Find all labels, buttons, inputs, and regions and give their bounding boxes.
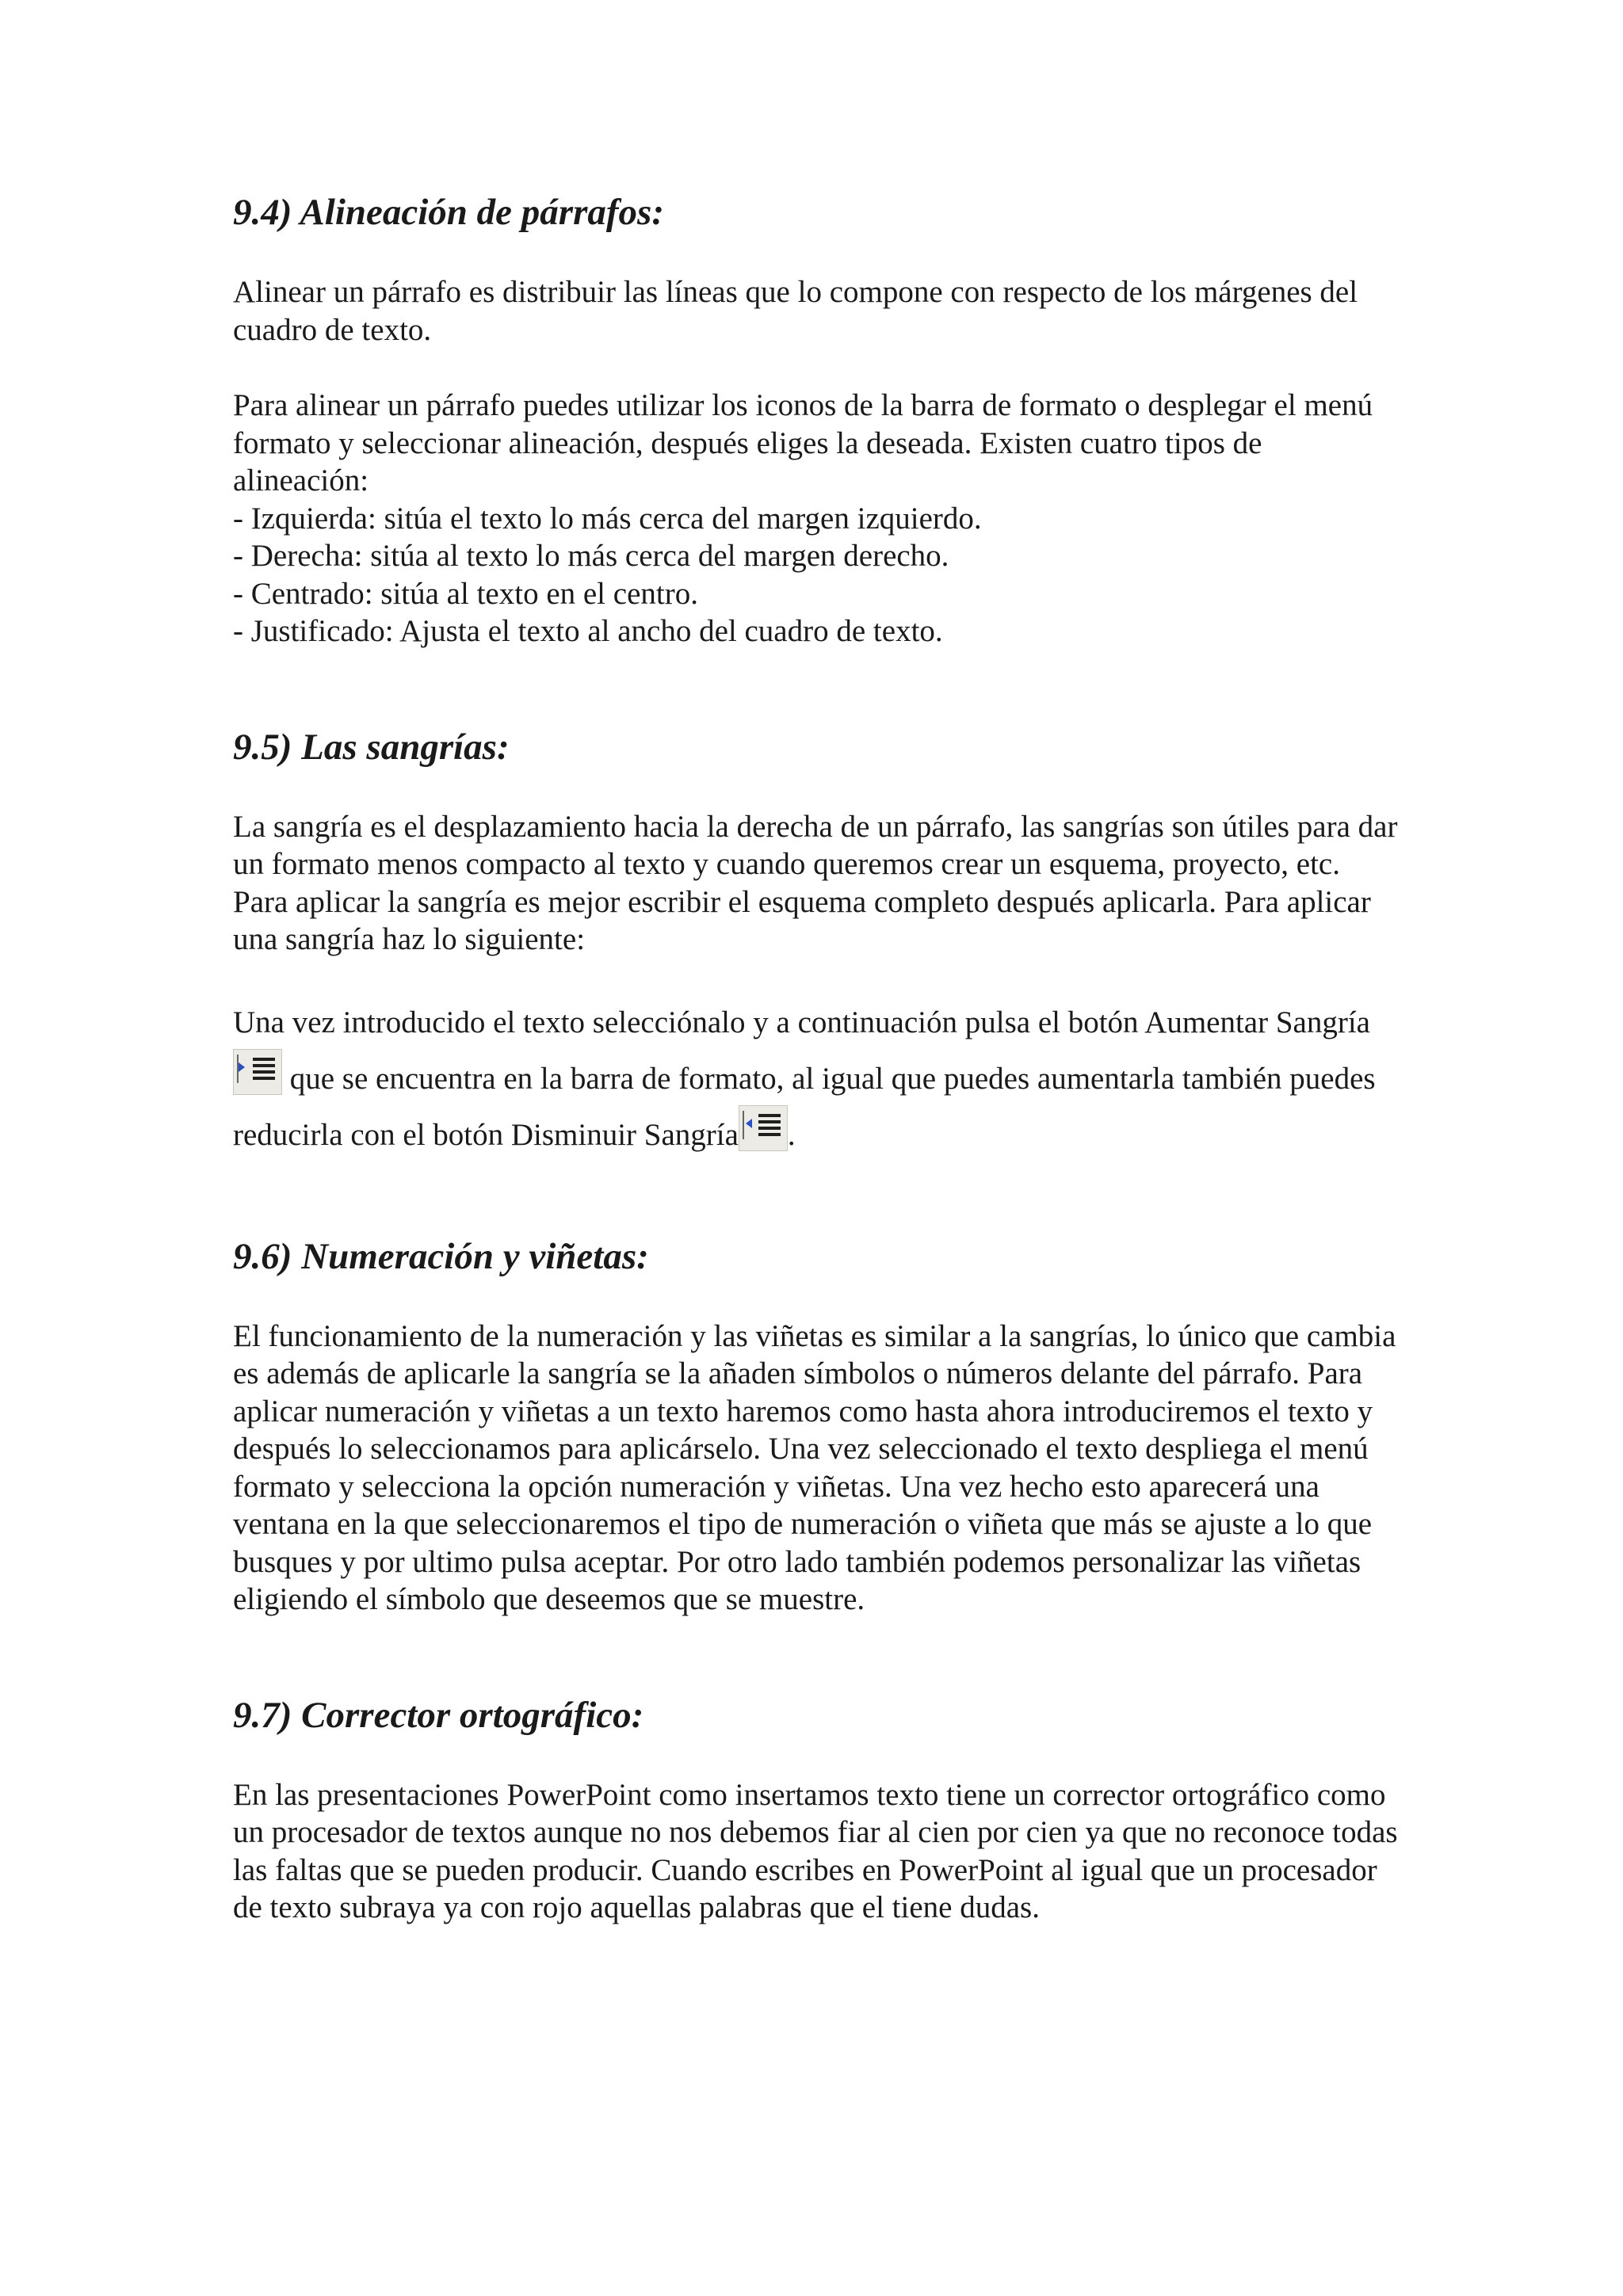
increase-indent-icon xyxy=(233,1049,282,1095)
paragraph-sangrias-intro: La sangría es el desplazamiento hacia la derecha de un párrafo, las sangrías son útiles para dar un formato menos compacto al texto y cuando queremos crear un esquema, proyecto, etc. Para aplicar la sangría es mejor escribir el esquema completo después aplicarla. Para aplicar una sangría haz lo siguiente: xyxy=(233,809,1398,956)
paragraph-sangrias-howto xyxy=(233,997,1398,1161)
paragraph-alineacion-intro: Alinear un párrafo es distribuir las líneas que lo compone con respecto de los márgenes del cuadro de texto. xyxy=(233,275,1358,347)
heading-alineacion: 9.4) Alineación de párrafos: xyxy=(233,192,664,233)
list-item: - Izquierda: sitúa el texto lo más cerca del margen izquierdo. xyxy=(233,501,982,536)
document-page xyxy=(233,190,1398,1927)
heading-corrector: 9.7) Corrector ortográfico: xyxy=(233,1694,644,1736)
heading-sangrias: 9.5) Las sangrías: xyxy=(233,726,510,768)
decrease-indent-icon xyxy=(739,1105,788,1151)
alignment-list xyxy=(233,500,1398,650)
list-item: - Justificado: Ajusta el texto al ancho del cuadro de texto. xyxy=(233,614,943,648)
paragraph-numeracion: El funcionamiento de la numeración y las viñetas es similar a la sangrías, lo único que cambia es además de aplicarle la sangría se la añaden símbolos o números delante del párrafo. Para aplicar numeración y viñetas a un texto haremos como hasta ahora introduciremos el texto y después lo seleccionamos para aplicárselo. Una vez seleccionado el texto despliega el menú formato y selecciona la opción numeración y viñetas. Una vez hecho esto aparecerá una ventana en la que seleccionaremos el tipo de numeración o viñeta que más se ajuste a lo que busques y por ultimo pulsa aceptar. Por otro lado también podemos personalizar las viñetas eligiendo el símbolo que deseemos que se muestre. xyxy=(233,1318,1396,1616)
list-item: - Derecha: sitúa al texto lo más cerca del margen derecho. xyxy=(233,539,949,573)
sangria-text-c: . xyxy=(787,1117,796,1152)
sangria-text-b: que se encuentra en la barra de formato, al igual que puedes aumentarla también puedes reducirla con el botón Disminuir Sangría xyxy=(233,1061,1376,1152)
heading-numeracion: 9.6) Numeración y viñetas: xyxy=(233,1235,649,1277)
list-item: - Centrado: sitúa al texto en el centro. xyxy=(233,576,698,611)
paragraph-corrector: En las presentaciones PowerPoint como insertamos texto tiene un corrector ortográfico como un procesador de textos aunque no nos debemos fiar al cien por cien ya que no reconoce todas las faltas que se pueden producir. Cuando escribes en PowerPoint al igual que un procesador de texto subraya ya con rojo aquellas palabras que el tiene dudas. xyxy=(233,1777,1398,1924)
paragraph-alineacion-how: Para alinear un párrafo puedes utilizar los iconos de la barra de formato o desplegar el menú formato y seleccionar alineación, después eliges la deseada. Existen cuatro tipos de alineación: xyxy=(233,388,1373,498)
sangria-text-a: Una vez introducido el texto selecciónalo y a continuación pulsa el botón Aumentar Sangría xyxy=(233,1005,1370,1039)
